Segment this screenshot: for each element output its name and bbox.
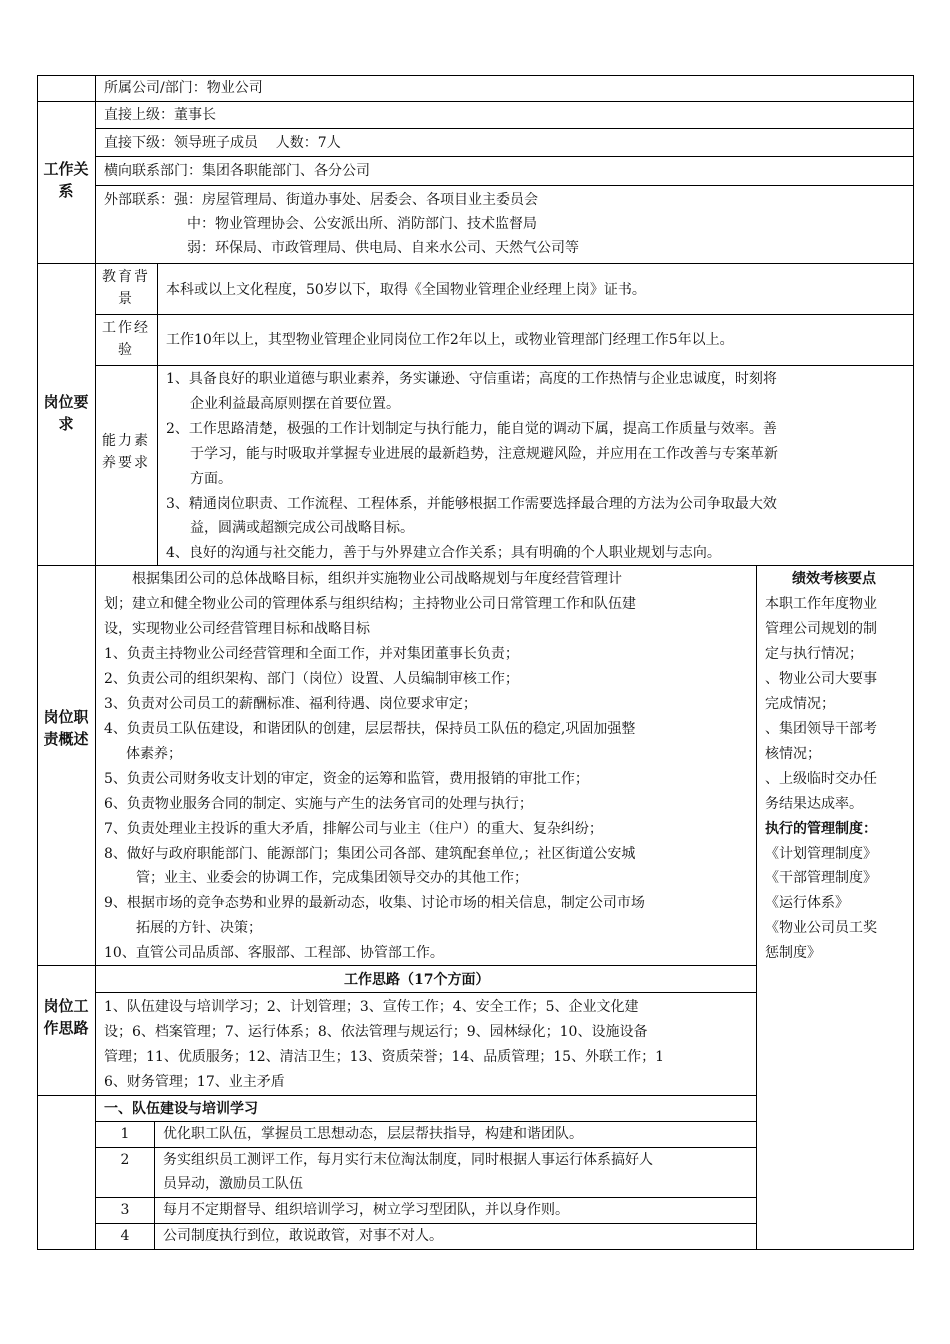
row-text: 每月不定期督导、组织培训学习，树立学习型团队，并以身作则。 — [163, 1202, 569, 1218]
sub-label-divider — [157, 263, 158, 565]
ability-line: 于学习，能与时吸取并掌握专业进展的最新趋势，注意规避风险，并应用在工作改善与专案革新 — [190, 446, 778, 462]
divider — [95, 128, 914, 129]
duties-line: 7、负责处理业主投诉的重大矛盾，排解公司与业主（住户）的重大、复杂纠纷； — [104, 821, 603, 837]
experience-text: 工作10年以上，其型物业管理企业同岗位工作2年以上，或物业管理部门经理工作5年以上。 — [166, 332, 734, 348]
kpi-line: 核情况； — [765, 746, 821, 762]
work-ideas-line: 管理；11、优质服务；12、清洁卫生；13、资质荣誉；14、品质管理；15、外联工作；1 — [104, 1049, 664, 1065]
rules-title: 执行的管理制度： — [765, 821, 877, 837]
work-ideas-line: 6、财务管理；17、业主矛盾 — [104, 1074, 285, 1090]
duties-line: 3、负责对公司员工的薪酬标准、福利待遇、岗位要求审定； — [104, 696, 477, 712]
company-department: 所属公司/部门：物业公司 — [104, 80, 263, 96]
number-column-divider — [154, 1121, 155, 1250]
duties-line: 1、负责主持物业公司经营管理和全面工作，并对集团董事长负责； — [104, 646, 519, 662]
divider — [37, 1095, 756, 1096]
external-medium: 中：物业管理协会、公安派出所、消防部门、技术监督局 — [187, 216, 537, 232]
duties-line: 5、负责公司财务收支计划的审定，资金的运筹和监管，费用报销的审批工作； — [104, 771, 589, 787]
kpi-line: 定与执行情况； — [765, 646, 863, 662]
duties-line: 根据集团公司的总体战略目标，组织并实施物业公司战略规划与年度经营管理计 — [132, 571, 622, 587]
duties-line: 2、负责公司的组织架构、部门（岗位）设置、人员编制审核工作； — [104, 671, 519, 687]
divider — [95, 365, 914, 366]
rule-item: 《物业公司员工奖 — [765, 920, 877, 936]
ability-line: 方面。 — [190, 471, 232, 487]
duties-line: 10、直管公司品质部、客服部、工程部、协管部工作。 — [104, 945, 444, 961]
kpi-line: 本职工作年度物业 — [765, 596, 877, 612]
ability-line: 1、具备良好的职业道德与职业素养，务实谦逊、守信重诺；高度的工作热情与企业忠诚度，时刻将 — [166, 371, 777, 387]
ability-line: 4、良好的沟通与社交能力，善于与外界建立合作关系；具有明确的个人职业规划与志向。 — [166, 545, 721, 561]
section-label-duties: 岗位职责概述 — [43, 708, 89, 748]
duties-line: 拓展的方针、决策； — [136, 920, 262, 936]
kpi-column-divider — [756, 565, 757, 1250]
kpi-line: 务结果达成率。 — [765, 796, 863, 812]
duties-line: 体素养； — [126, 746, 182, 762]
work-ideas-line: 1、队伍建设与培训学习；2、计划管理；3、宣传工作；4、安全工作；5、企业文化建 — [104, 999, 639, 1015]
rule-item: 《干部管理制度》 — [765, 870, 877, 886]
rule-item: 《运行体系》 — [765, 895, 849, 911]
rule-item: 《计划管理制度》 — [765, 846, 877, 862]
kpi-line: 、集团领导干部考 — [765, 721, 877, 737]
duties-line: 管；业主、业委会的协调工作，完成集团领导交办的其他工作； — [136, 870, 528, 886]
direct-subordinate: 直接下级：领导班子成员 人数：7人 — [104, 135, 341, 151]
education-text: 本科或以上文化程度，50岁以下，取得《全国物业管理企业经理上岗》证书。 — [166, 282, 646, 298]
kpi-line: 管理公司规划的制 — [765, 621, 877, 637]
education-label: 教育背景 — [102, 269, 150, 307]
divider — [37, 101, 914, 102]
kpi-line: 、上级临时交办任 — [765, 771, 877, 787]
duties-line: 划；建立和健全物业公司的管理体系与组织结构；主持物业公司日常管理工作和队伍建 — [104, 596, 636, 612]
kpi-line: 完成情况； — [765, 696, 835, 712]
kpi-line: 、物业公司大要事 — [765, 671, 877, 687]
row-text: 务实组织员工测评工作，每月实行末位淘汰制度，同时根据人事运行体系搞好人 — [163, 1152, 653, 1168]
ability-line: 2、工作思路清楚，极强的工作计划制定与执行能力，能自觉的调动下属，提高工作质量与效率。善 — [166, 421, 777, 437]
duties-line: 8、做好与政府职能部门、能源部门；集团公司各部、建筑配套单位,；社区街道公安城 — [104, 846, 636, 862]
row-number: 2 — [120, 1152, 130, 1168]
work-ideas-line: 设；6、档案管理；7、运行体系；8、依法管理与规运行；9、园林绿化；10、设施设备 — [104, 1024, 648, 1040]
divider — [95, 314, 914, 315]
horizontal-departments: 横向联系部门：集团各职能部门、各分公司 — [104, 163, 370, 179]
external-strong: 外部联系：强：房屋管理局、街道办事处、居委会、各项目业主委员会 — [104, 192, 538, 208]
work-ideas-title: 工作思路（17个方面） — [344, 972, 490, 988]
duties-line: 6、负责物业服务合同的制定、实施与产生的法务官司的处理与执行； — [104, 796, 533, 812]
ability-line: 益，圆满或超额完成公司战略目标。 — [190, 520, 414, 536]
ability-line: 企业利益最高原则摆在首要位置。 — [190, 396, 400, 412]
duties-line: 4、负责员工队伍建设，和谐团队的创建，层层帮扶，保持员工队伍的稳定,巩固加强整 — [104, 721, 636, 737]
rule-item: 惩制度》 — [765, 945, 821, 961]
section-label-job-requirements: 岗位要求 — [43, 393, 89, 433]
kpi-title: 绩效考核要点 — [792, 571, 876, 587]
duties-line: 9、根据市场的竞争态势和业界的最新动态，收集、讨论市场的相关信息，制定公司市场 — [104, 895, 645, 911]
divider — [95, 185, 914, 186]
divider — [37, 565, 914, 566]
divider — [37, 965, 756, 966]
divider — [37, 263, 914, 264]
row-text: 公司制度执行到位，敢说敢管，对事不对人。 — [163, 1228, 443, 1244]
ability-label: 能力素养要求 — [102, 433, 150, 471]
external-weak: 弱：环保局、市政管理局、供电局、自来水公司、天然气公司等 — [187, 240, 579, 256]
row-text: 员异动，激励员工队伍 — [163, 1176, 303, 1192]
experience-label: 工作经验 — [102, 320, 150, 358]
row-number: 4 — [120, 1228, 130, 1244]
team-building-title: 一、队伍建设与培训学习 — [104, 1101, 258, 1117]
direct-superior: 直接上级：董事长 — [104, 107, 216, 123]
section-label-work-relations: 工作关系 — [43, 160, 89, 200]
row-number: 3 — [120, 1202, 130, 1218]
divider — [95, 992, 756, 993]
divider — [95, 156, 914, 157]
duties-line: 设，实现物业公司经营管理目标和战略目标 — [104, 621, 370, 637]
label-column-divider — [95, 75, 96, 1250]
row-number: 1 — [120, 1126, 130, 1142]
row-text: 优化职工队伍，掌握员工思想动态，层层帮扶指导，构建和谐团队。 — [163, 1126, 583, 1142]
ability-line: 3、精通岗位职责、工作流程、工程体系，并能够根据工作需要选择最合理的方法为公司争取最大效 — [166, 496, 777, 512]
section-label-work-ideas: 岗位工作思路 — [43, 997, 89, 1037]
